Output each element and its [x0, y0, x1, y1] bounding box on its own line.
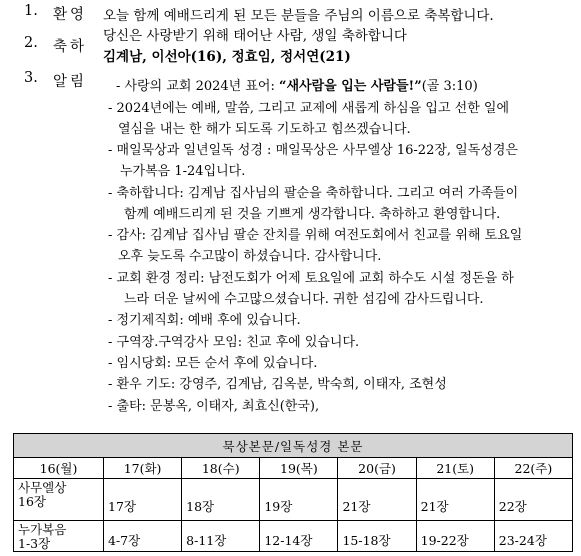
motto-quote: “새사람을 입는 사람들!” [278, 79, 422, 94]
list-item: 오후 늦도록 수고많이 하셨습니다. 감사합니다. [118, 249, 382, 264]
list-item: - 임시당회: 모든 순서 후에 있습니다. [108, 356, 318, 371]
row-label [14, 521, 104, 552]
list-item: 느라 더운 날씨에 수고많으셨습니다. 귀한 섬김에 감사드립니다. [124, 292, 484, 307]
day-header: 16(월) [14, 458, 104, 479]
table-cell: 22장 [494, 479, 572, 521]
section-heading: 알림 [53, 74, 88, 90]
table-row [14, 479, 573, 521]
table-header-row [14, 458, 573, 479]
welcome-text: 오늘 함께 예배드리게 된 모든 분들을 주님의 이름으로 축복합니다. [103, 8, 494, 24]
book-name: 누가복음 [18, 522, 67, 537]
list-item: - 2024년에는 예배, 말씀, 그리고 교제에 새롭게 하심을 입고 선한 일에 [108, 101, 510, 116]
table-cell: 12-14장 [260, 521, 338, 552]
list-item: - 환우 기도: 강영주, 김계남, 김옥분, 박숙희, 이태자, 조현성 [108, 377, 447, 392]
section-number: 1. [24, 3, 38, 19]
list-item: - 정기제직회: 예배 후에 있습니다. [108, 313, 301, 328]
list-item: 함께 예배드리게 된 것을 기쁘게 생각합니다. 축하하고 환영합니다. [124, 207, 501, 222]
table-cell: 8-11장 [182, 521, 260, 552]
list-item: 누가복음 1-24입니다. [120, 164, 246, 179]
table-cell: 4-7장 [104, 521, 182, 552]
table-title: 묵상본문/일독성경 본문 [14, 434, 573, 458]
table-cell: 17장 [104, 479, 182, 521]
day-header: 22(주) [494, 458, 572, 479]
table-cell: 15-18장 [338, 521, 416, 552]
section-heading: 환영 [53, 7, 88, 23]
list-item: - 교회 환경 정리: 남전도회가 어제 토요일에 교회 하수도 시설 정돈을 하 [108, 271, 514, 286]
section-number: 2. [24, 35, 38, 51]
table-cell: 23-24장 [494, 521, 572, 552]
section-number: 3. [24, 70, 38, 86]
table-row [14, 521, 573, 552]
day-header: 21(토) [416, 458, 494, 479]
day-header: 17(화) [104, 458, 182, 479]
list-item: - 구역장.구역강사 모임: 친교 후에 있습니다. [108, 335, 360, 350]
chapter: 16장 [18, 494, 46, 509]
congrats-names: 김계남, 이선아(16), 정효임, 정서연(21) [103, 49, 351, 65]
row-label [14, 479, 104, 521]
list-item: - 매일묵상과 일년일독 성경 : 매일묵상은 사무엘상 16-22장, 일독성경은 [108, 143, 518, 158]
list-item: - 출타: 문봉옥, 이태자, 최효신(한국), [108, 399, 320, 414]
table-cell: 19장 [260, 479, 338, 521]
list-item: - 감사: 김계남 집사님 팔순 잔치를 위해 여전도회에서 친교를 위해 토요일 [108, 228, 523, 243]
section-heading: 축하 [53, 39, 88, 55]
day-header: 20(금) [338, 458, 416, 479]
table-title-row [14, 434, 573, 458]
table-cell: 21장 [416, 479, 494, 521]
table-cell: 21장 [338, 479, 416, 521]
table-cell: 19-22장 [416, 521, 494, 552]
chapter: 1-3장 [18, 536, 51, 551]
notice-motto: - 사랑의 교회 2024년 표어: “새사람을 입는 사람들!”(골 3:10) [116, 79, 478, 94]
list-item: 열심을 내는 한 해가 되도록 기도하고 힘쓰겠습니다. [118, 122, 411, 137]
congrats-line: 당신은 사랑받기 위해 태어난 사람, 생일 축하합니다 [103, 28, 407, 44]
day-header: 19(목) [260, 458, 338, 479]
book-name: 사무엘상 [18, 480, 67, 495]
table-cell: 18장 [182, 479, 260, 521]
reading-schedule-table [13, 433, 573, 552]
day-header: 18(수) [182, 458, 260, 479]
list-item: - 축하합니다: 김계남 집사님의 팔순을 축하합니다. 그리고 여러 가족들이 [108, 186, 519, 201]
